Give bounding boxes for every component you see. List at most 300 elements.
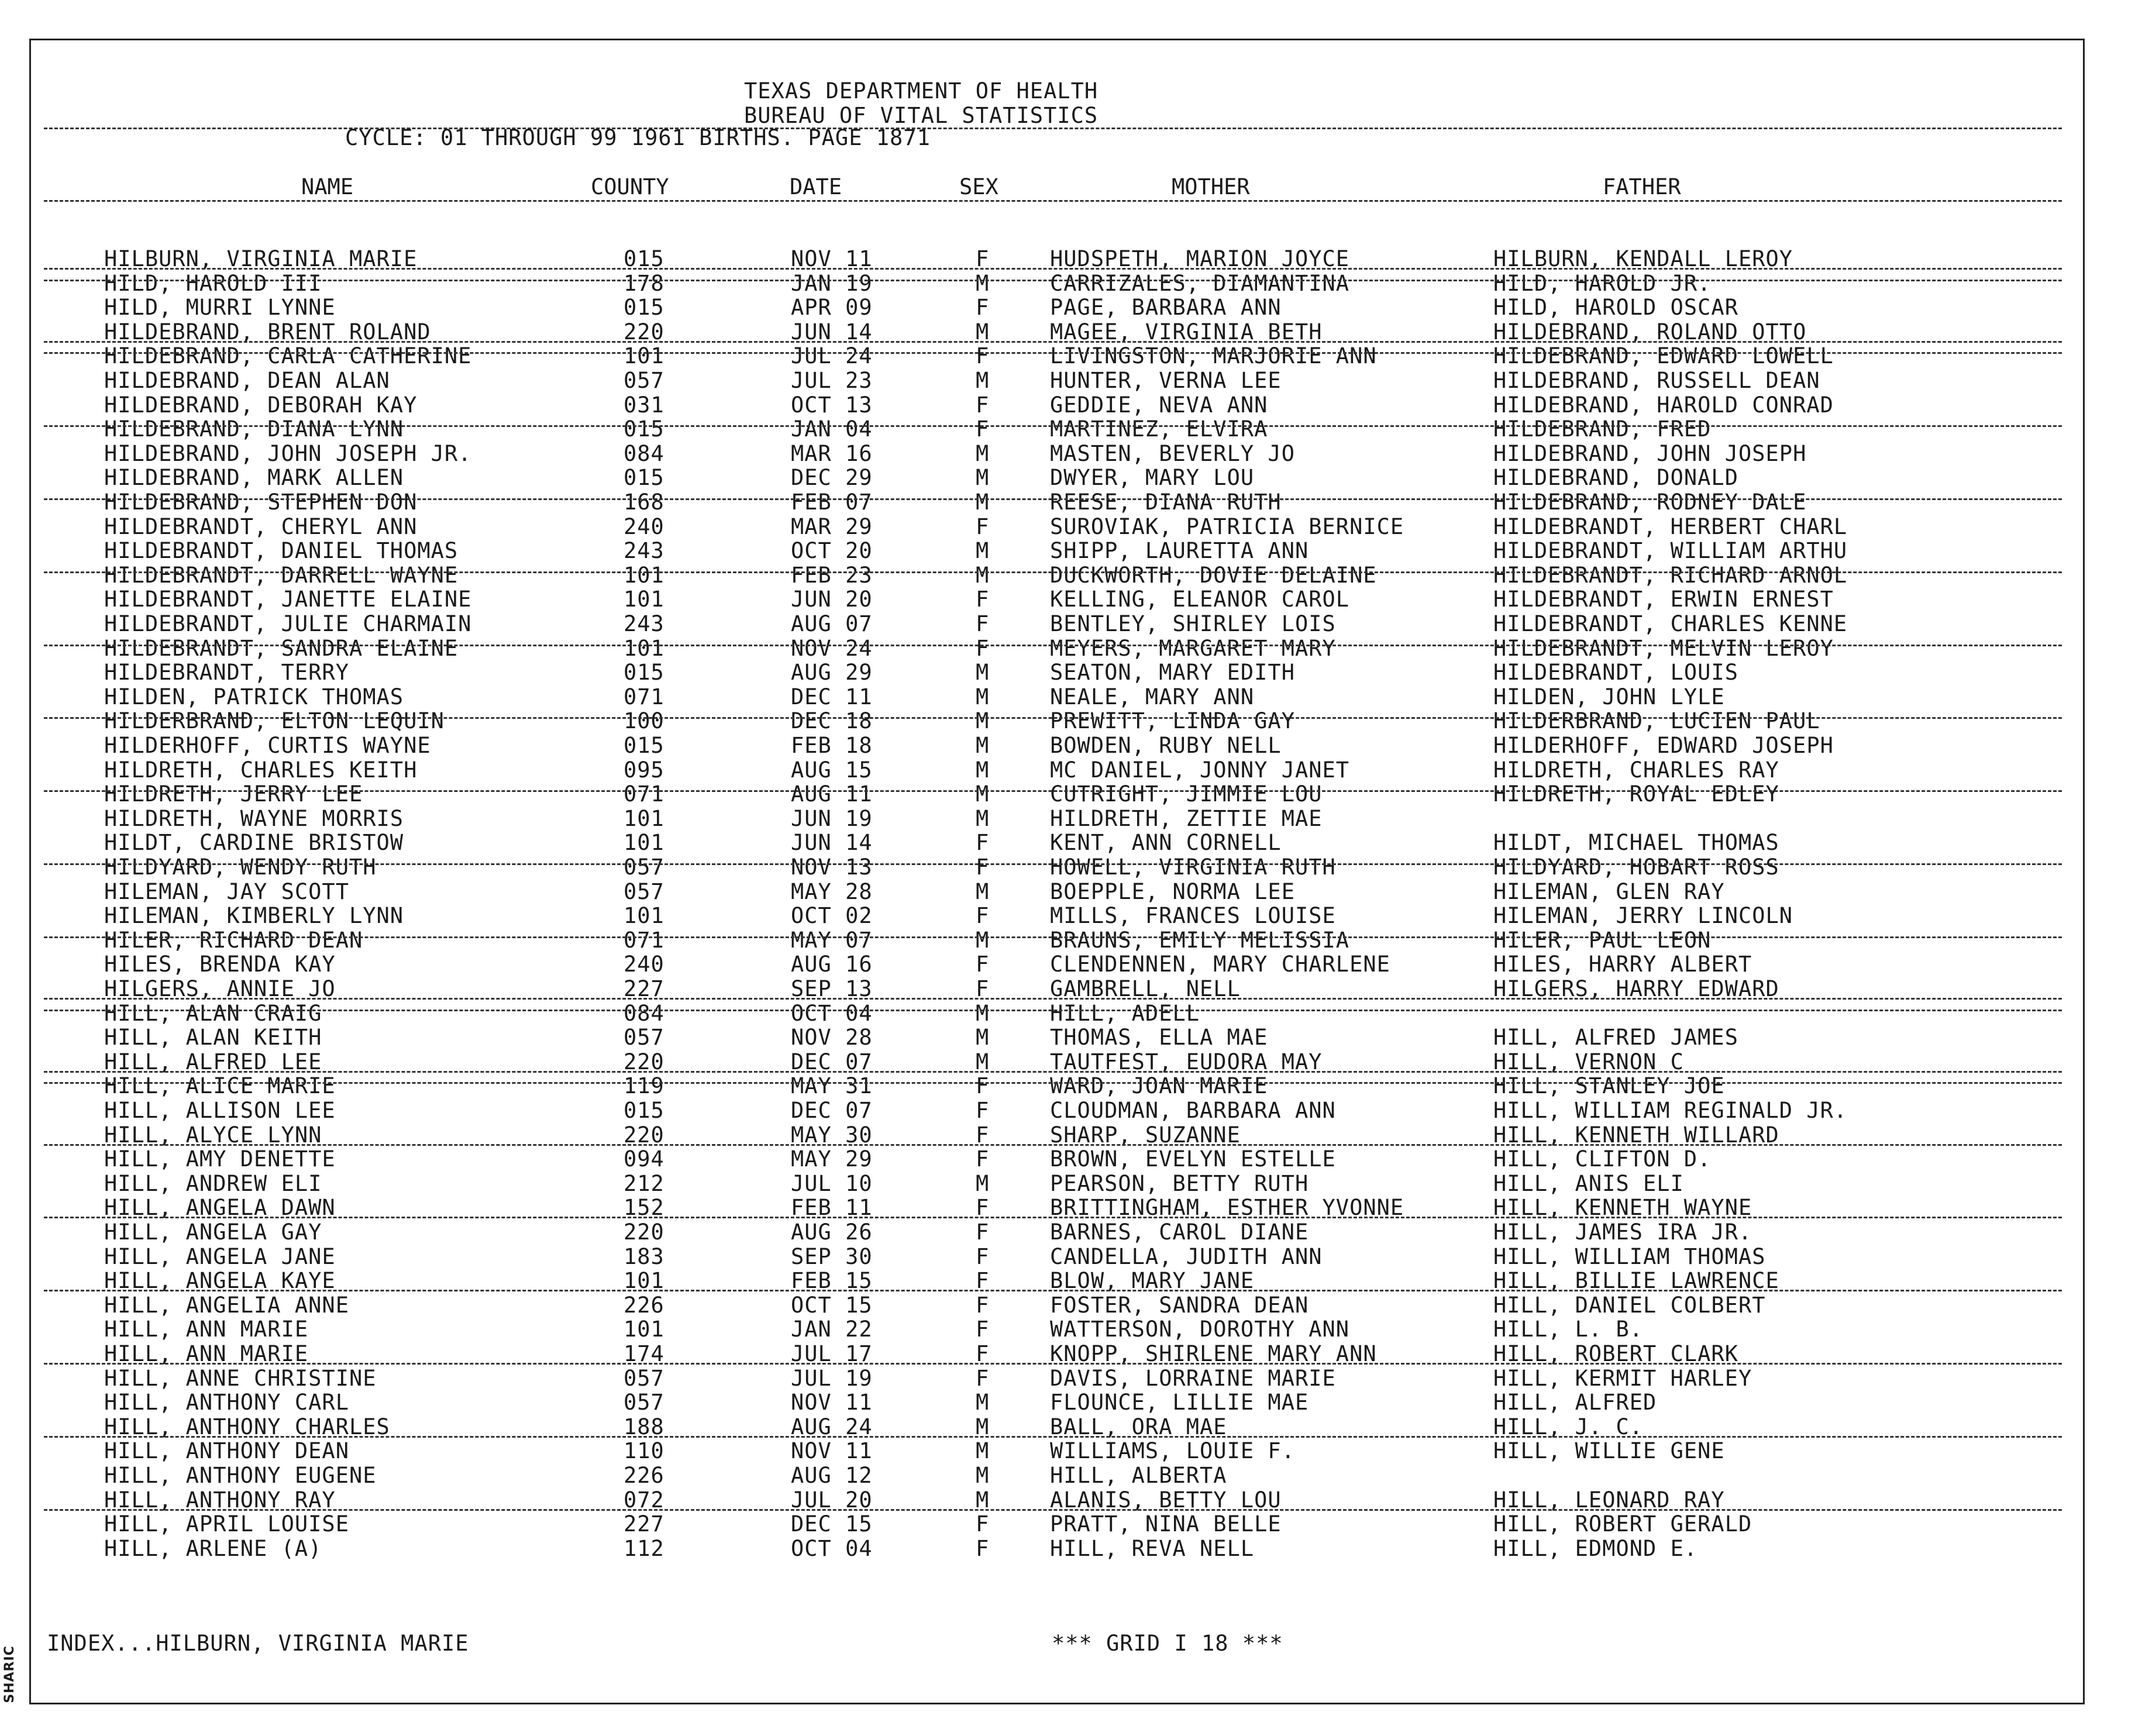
column-header-mother: MOTHER	[1172, 174, 1250, 199]
record-name: HILDEBRANDT, JANETTE ELAINE	[104, 587, 472, 612]
record-county: 015	[624, 465, 664, 491]
record-name: HILEMAN, JAY SCOTT	[104, 879, 349, 904]
record-name: HILDRETH, CHARLES KEITH	[104, 757, 418, 783]
record-county: 240	[624, 514, 664, 539]
record-row	[0, 490, 2135, 515]
record-sex: F	[976, 416, 990, 442]
record-county: 101	[624, 805, 664, 831]
record-mother: HILL, ALBERTA	[1050, 1463, 1227, 1488]
record-date: OCT 15	[791, 1292, 873, 1318]
record-date: AUG 26	[791, 1220, 873, 1245]
header-line-2: BUREAU OF VITAL STATISTICS	[744, 103, 1099, 128]
record-father: HILDEBRANDT, CHARLES KENNE	[1493, 611, 1848, 636]
record-row	[0, 807, 2135, 831]
record-row	[0, 247, 2135, 271]
record-county: 240	[624, 952, 664, 977]
record-county: 101	[624, 1317, 664, 1342]
record-mother: MEYERS, MARGARET MARY	[1050, 635, 1336, 661]
record-county: 183	[624, 1244, 664, 1269]
record-row	[0, 1415, 2135, 1439]
record-mother: SEATON, MARY EDITH	[1050, 660, 1295, 686]
record-mother: BALL, ORA MAE	[1050, 1414, 1227, 1439]
record-date: APR 09	[791, 295, 873, 321]
record-name: HILL, ALYCE LYNN	[104, 1122, 322, 1148]
record-date: OCT 13	[791, 392, 873, 418]
record-row	[0, 660, 2135, 685]
record-date: NOV 24	[791, 635, 873, 661]
record-date: MAR 16	[791, 440, 873, 466]
record-name: HILDEBRAND, DIANA LYNN	[104, 416, 404, 442]
record-county: 100	[624, 708, 664, 734]
record-county: 227	[624, 1511, 664, 1537]
record-name: HILL, ANDREW ELI	[104, 1170, 322, 1196]
record-mother: BOEPPLE, NORMA LEE	[1050, 879, 1295, 904]
record-mother: PAGE, BARBARA ANN	[1050, 295, 1282, 321]
record-mother: GEDDIE, NEVA ANN	[1050, 392, 1268, 418]
record-county: 057	[624, 1390, 664, 1415]
record-county: 226	[624, 1463, 664, 1488]
record-row	[0, 952, 2135, 977]
record-father: HILL, STANLEY JOE	[1493, 1073, 1725, 1099]
record-county: 243	[624, 611, 664, 636]
record-sex: F	[976, 1365, 990, 1391]
record-row	[0, 587, 2135, 612]
record-row	[0, 855, 2135, 880]
record-row	[0, 1293, 2135, 1318]
record-county: 084	[624, 440, 664, 466]
record-name: HILD, HAROLD III	[104, 270, 322, 296]
record-row	[0, 1245, 2135, 1269]
record-sex: M	[976, 879, 990, 904]
record-name: HILDEBRANDT, DARRELL WAYNE	[104, 562, 459, 588]
record-father: HILDEN, JOHN LYLE	[1493, 684, 1725, 709]
record-sex: F	[976, 952, 990, 977]
record-mother: THOMAS, ELLA MAE	[1050, 1025, 1268, 1050]
record-date: AUG 29	[791, 660, 873, 686]
record-date: JUL 23	[791, 368, 873, 393]
record-date: JAN 19	[791, 270, 873, 296]
record-name: HILL, ANNE CHRISTINE	[104, 1365, 377, 1391]
record-mother: CUTRIGHT, JIMMIE LOU	[1050, 781, 1323, 807]
record-father: HILL, WILLIAM REGINALD JR.	[1493, 1098, 1848, 1123]
record-name: HILL, AMY DENETTE	[104, 1146, 336, 1172]
record-sex: M	[976, 319, 990, 345]
record-mother: CANDELLA, JUDITH ANN	[1050, 1244, 1323, 1269]
record-county: 015	[624, 295, 664, 321]
record-sex: F	[976, 514, 990, 539]
record-county: 101	[624, 903, 664, 929]
record-sex: M	[976, 1414, 990, 1439]
record-name: HILER, RICHARD DEAN	[104, 927, 363, 953]
record-county: 220	[624, 1049, 664, 1074]
record-row	[0, 782, 2135, 807]
record-county: 101	[624, 635, 664, 661]
record-mother: KENT, ANN CORNELL	[1050, 830, 1282, 856]
record-father: HILL, LEONARD RAY	[1493, 1487, 1725, 1513]
record-father: HILEMAN, JERRY LINCOLN	[1493, 903, 1793, 929]
record-sex: M	[976, 757, 990, 783]
record-row	[0, 1050, 2135, 1074]
record-sex: M	[976, 927, 990, 953]
record-row	[0, 563, 2135, 588]
record-father: HILL, WILLIAM THOMAS	[1493, 1244, 1766, 1269]
record-county: 057	[624, 879, 664, 904]
column-header-name: NAME	[301, 174, 354, 199]
record-date: JUL 20	[791, 1487, 873, 1513]
record-name: HILL, ALICE MARIE	[104, 1073, 336, 1099]
record-mother: MASTEN, BEVERLY JO	[1050, 440, 1295, 466]
record-row	[0, 733, 2135, 758]
record-date: AUG 16	[791, 952, 873, 977]
index-footer: INDEX...HILBURN, VIRGINIA MARIE	[47, 1631, 469, 1656]
record-date: JUL 10	[791, 1170, 873, 1196]
record-father: HILL, BILLIE LAWRENCE	[1493, 1268, 1779, 1294]
record-date: OCT 20	[791, 538, 873, 564]
record-row	[0, 709, 2135, 733]
record-county: 110	[624, 1438, 664, 1464]
record-father: HILES, HARRY ALBERT	[1493, 952, 1752, 977]
record-county: 015	[624, 733, 664, 758]
record-sex: M	[976, 781, 990, 807]
record-sex: F	[976, 1511, 990, 1537]
record-row	[0, 1463, 2135, 1488]
record-mother: BARNES, CAROL DIANE	[1050, 1220, 1309, 1245]
record-sex: M	[976, 490, 990, 515]
record-mother: BOWDEN, RUBY NELL	[1050, 733, 1282, 758]
record-mother: DUCKWORTH, DOVIE DELAINE	[1050, 562, 1377, 588]
record-name: HILDT, CARDINE BRISTOW	[104, 830, 404, 856]
record-mother: HILL, REVA NELL	[1050, 1535, 1255, 1561]
record-date: DEC 18	[791, 708, 873, 734]
column-header-divider	[44, 200, 2062, 202]
record-father: HILDEBRAND, FRED	[1493, 416, 1712, 442]
record-row	[0, 368, 2135, 393]
record-county: 226	[624, 1292, 664, 1318]
record-name: HILDRETH, WAYNE MORRIS	[104, 805, 404, 831]
record-row	[0, 831, 2135, 855]
record-date: MAY 31	[791, 1073, 873, 1099]
record-mother: MILLS, FRANCES LOUISE	[1050, 903, 1336, 929]
record-county: 057	[624, 368, 664, 393]
record-sex: F	[976, 1073, 990, 1099]
record-date: MAY 28	[791, 879, 873, 904]
record-mother: HUDSPETH, MARION JOYCE	[1050, 246, 1350, 271]
record-sex: F	[976, 1268, 990, 1294]
record-county: 072	[624, 1487, 664, 1513]
record-name: HILDEBRANDT, DANIEL THOMAS	[104, 538, 459, 564]
record-date: JAN 22	[791, 1317, 873, 1342]
record-date: AUG 11	[791, 781, 873, 807]
record-date: AUG 24	[791, 1414, 873, 1439]
column-header-county: COUNTY	[591, 174, 669, 199]
record-county: 112	[624, 1535, 664, 1561]
record-date: NOV 28	[791, 1025, 873, 1050]
record-county: 071	[624, 684, 664, 709]
record-county: 015	[624, 416, 664, 442]
record-row	[0, 539, 2135, 563]
record-father: HILDEBRANDT, MELVIN LEROY	[1493, 635, 1834, 661]
record-row	[0, 1488, 2135, 1513]
record-mother: PRATT, NINA BELLE	[1050, 1511, 1282, 1537]
record-father: HILDEBRANDT, RICHARD ARNOL	[1493, 562, 1848, 588]
record-sex: M	[976, 805, 990, 831]
record-row	[0, 1342, 2135, 1366]
record-mother: HILL, ADELL	[1050, 1000, 1200, 1026]
record-row	[0, 904, 2135, 928]
record-name: HILDEBRAND, JOHN JOSEPH JR.	[104, 440, 472, 466]
record-row	[0, 344, 2135, 368]
record-row	[0, 1439, 2135, 1463]
record-name: HILL, ANGELA JANE	[104, 1244, 336, 1269]
record-date: AUG 12	[791, 1463, 873, 1488]
record-father: HILL, EDMOND E.	[1493, 1535, 1698, 1561]
record-father: HILDERHOFF, EDWARD JOSEPH	[1493, 733, 1834, 758]
record-name: HILES, BRENDA KAY	[104, 952, 336, 977]
record-date: FEB 11	[791, 1195, 873, 1221]
record-row	[0, 1317, 2135, 1342]
record-father: HILL, ANIS ELI	[1493, 1170, 1684, 1196]
record-row	[0, 271, 2135, 296]
record-name: HILDEBRANDT, CHERYL ANN	[104, 514, 418, 539]
record-date: JUN 14	[791, 830, 873, 856]
record-row	[0, 1220, 2135, 1245]
record-county: 220	[624, 1220, 664, 1245]
record-name: HILL, ANTHONY DEAN	[104, 1438, 349, 1464]
record-sex: F	[976, 1535, 990, 1561]
record-sex: M	[976, 684, 990, 709]
record-father: HILL, ALFRED JAMES	[1493, 1025, 1738, 1050]
record-name: HILDEBRANDT, JULIE CHARMAIN	[104, 611, 472, 636]
record-name: HILDRETH, JERRY LEE	[104, 781, 363, 807]
record-sex: M	[976, 1438, 990, 1464]
record-sex: M	[976, 368, 990, 393]
record-father: HILL, DANIEL COLBERT	[1493, 1292, 1766, 1318]
record-mother: REESE, DIANA RUTH	[1050, 490, 1282, 515]
record-sex: F	[976, 1220, 990, 1245]
record-name: HILDEBRAND, DEAN ALAN	[104, 368, 390, 393]
record-sex: F	[976, 1292, 990, 1318]
record-sex: F	[976, 976, 990, 1001]
record-mother: CARRIZALES, DIAMANTINA	[1050, 270, 1350, 296]
column-header-sex: SEX	[959, 174, 998, 199]
record-sex: M	[976, 538, 990, 564]
record-sex: F	[976, 1195, 990, 1221]
record-sex: F	[976, 855, 990, 880]
record-mother: LIVINGSTON, MARJORIE ANN	[1050, 343, 1377, 369]
record-row	[0, 636, 2135, 661]
record-mother: DWYER, MARY LOU	[1050, 465, 1255, 491]
record-row	[0, 685, 2135, 709]
record-name: HILD, MURRI LYNNE	[104, 295, 336, 321]
record-county: 243	[624, 538, 664, 564]
record-name: HILL, ALAN KEITH	[104, 1025, 322, 1050]
record-mother: DAVIS, LORRAINE MARIE	[1050, 1365, 1336, 1391]
record-sex: F	[976, 343, 990, 369]
record-name: HILL, ANTHONY CARL	[104, 1390, 349, 1415]
record-date: NOV 11	[791, 1438, 873, 1464]
record-sex: F	[976, 1244, 990, 1269]
record-row	[0, 466, 2135, 490]
record-name: HILL, ANGELA KAYE	[104, 1268, 336, 1294]
record-date: DEC 15	[791, 1511, 873, 1537]
record-father: HILL, JAMES IRA JR.	[1493, 1220, 1752, 1245]
record-name: HILDEBRAND, BRENT ROLAND	[104, 319, 431, 345]
record-sex: M	[976, 733, 990, 758]
record-sex: M	[976, 1463, 990, 1488]
record-father: HILDEBRAND, RUSSELL DEAN	[1493, 368, 1820, 393]
record-mother: MAGEE, VIRGINIA BETH	[1050, 319, 1323, 345]
record-county: 015	[624, 660, 664, 686]
record-mother: WARD, JOAN MARIE	[1050, 1073, 1268, 1099]
record-sex: M	[976, 660, 990, 686]
record-county: 094	[624, 1146, 664, 1172]
record-row	[0, 393, 2135, 418]
record-county: 212	[624, 1170, 664, 1196]
record-county: 057	[624, 1365, 664, 1391]
record-father: HILEMAN, GLEN RAY	[1493, 879, 1725, 904]
record-row	[0, 320, 2135, 345]
record-mother: MARTINEZ, ELVIRA	[1050, 416, 1268, 442]
column-header-date: DATE	[790, 174, 842, 199]
record-county: 188	[624, 1414, 664, 1439]
record-sex: F	[976, 611, 990, 636]
column-header-father: FATHER	[1603, 174, 1681, 199]
record-date: SEP 13	[791, 976, 873, 1001]
record-father: HILDT, MICHAEL THOMAS	[1493, 830, 1779, 856]
record-county: 220	[624, 1122, 664, 1148]
record-date: NOV 13	[791, 855, 873, 880]
record-sex: M	[976, 1487, 990, 1513]
record-father: HILL, L. B.	[1493, 1317, 1644, 1342]
record-mother: BLOW, MARY JANE	[1050, 1268, 1255, 1294]
record-sex: F	[976, 295, 990, 321]
record-sex: F	[976, 587, 990, 612]
record-name: HILL, ARLENE (A)	[104, 1535, 322, 1561]
record-mother: BENTLEY, SHIRLEY LOIS	[1050, 611, 1336, 636]
record-county: 101	[624, 587, 664, 612]
record-county: 101	[624, 830, 664, 856]
record-sex: M	[976, 708, 990, 734]
record-father: HILDEBRANDT, ERWIN ERNEST	[1493, 587, 1834, 612]
record-father: HILD, HAROLD JR.	[1493, 270, 1712, 296]
record-sex: M	[976, 1025, 990, 1050]
record-name: HILGERS, ANNIE JO	[104, 976, 336, 1001]
record-father: HILDEBRAND, EDWARD LOWELL	[1493, 343, 1834, 369]
record-row	[0, 1123, 2135, 1148]
record-name: HILL, ANTHONY CHARLES	[104, 1414, 390, 1439]
record-father: HILL, CLIFTON D.	[1493, 1146, 1712, 1172]
record-date: JUN 14	[791, 319, 873, 345]
record-sex: M	[976, 1390, 990, 1415]
record-mother: SUROVIAK, PATRICIA BERNICE	[1050, 514, 1404, 539]
record-date: AUG 15	[791, 757, 873, 783]
record-sex: F	[976, 392, 990, 418]
record-date: SEP 30	[791, 1244, 873, 1269]
record-name: HILDEBRAND, CARLA CATHERINE	[104, 343, 472, 369]
record-row	[0, 1196, 2135, 1220]
record-row	[0, 758, 2135, 783]
grid-footer: *** GRID I 18 ***	[1052, 1631, 1283, 1656]
record-row	[0, 1147, 2135, 1172]
record-county: 057	[624, 1025, 664, 1050]
record-sex: M	[976, 270, 990, 296]
record-name: HILL, ANGELIA ANNE	[104, 1292, 349, 1318]
record-father: HILDEBRANDT, LOUIS	[1493, 660, 1738, 686]
record-date: JUL 19	[791, 1365, 873, 1391]
record-row	[0, 1269, 2135, 1293]
record-county: 015	[624, 246, 664, 271]
record-sex: F	[976, 635, 990, 661]
record-row	[0, 977, 2135, 1001]
header-line-1: TEXAS DEPARTMENT OF HEALTH	[744, 78, 1099, 104]
record-mother: HUNTER, VERNA LEE	[1050, 368, 1282, 393]
record-county: 220	[624, 319, 664, 345]
record-father: HILDEBRAND, HAROLD CONRAD	[1493, 392, 1834, 418]
record-county: 101	[624, 1268, 664, 1294]
record-row	[0, 612, 2135, 636]
record-date: OCT 04	[791, 1000, 873, 1026]
record-mother: MC DANIEL, JONNY JANET	[1050, 757, 1350, 783]
record-date: MAY 29	[791, 1146, 873, 1172]
record-father: HILL, KERMIT HARLEY	[1493, 1365, 1752, 1391]
record-name: HILL, ALLISON LEE	[104, 1098, 336, 1123]
record-sex: M	[976, 440, 990, 466]
record-name: HILL, ALAN CRAIG	[104, 1000, 322, 1026]
record-father: HILDEBRANDT, WILLIAM ARTHU	[1493, 538, 1848, 564]
record-father: HILL, J. C.	[1493, 1414, 1644, 1439]
record-mother: TAUTFEST, EUDORA MAY	[1050, 1049, 1323, 1074]
record-date: DEC 07	[791, 1049, 873, 1074]
record-row	[0, 880, 2135, 904]
record-date: MAY 30	[791, 1122, 873, 1148]
record-date: JUL 17	[791, 1341, 873, 1366]
record-name: HILL, ANN MARIE	[104, 1317, 309, 1342]
record-sex: M	[976, 1000, 990, 1026]
record-row	[0, 1512, 2135, 1537]
record-date: OCT 02	[791, 903, 873, 929]
record-name: HILDEBRAND, MARK ALLEN	[104, 465, 404, 491]
record-county: 174	[624, 1341, 664, 1366]
record-mother: BROWN, EVELYN ESTELLE	[1050, 1146, 1336, 1172]
record-father: HILGERS, HARRY EDWARD	[1493, 976, 1779, 1001]
record-name: HILDEBRAND, DEBORAH KAY	[104, 392, 418, 418]
record-sex: F	[976, 1098, 990, 1123]
record-mother: HILDRETH, ZETTIE MAE	[1050, 805, 1323, 831]
record-mother: SHIPP, LAURETTA ANN	[1050, 538, 1309, 564]
record-father: HILDRETH, ROYAL EDLEY	[1493, 781, 1779, 807]
record-name: HILBURN, VIRGINIA MARIE	[104, 246, 418, 271]
record-county: 071	[624, 781, 664, 807]
record-date: DEC 29	[791, 465, 873, 491]
record-mother: GAMBRELL, NELL	[1050, 976, 1241, 1001]
record-date: OCT 04	[791, 1535, 873, 1561]
record-county: 084	[624, 1000, 664, 1026]
record-mother: WILLIAMS, LOUIE F.	[1050, 1438, 1295, 1464]
record-father: HILL, VERNON C	[1493, 1049, 1684, 1074]
record-name: HILDEN, PATRICK THOMAS	[104, 684, 404, 709]
record-date: NOV 11	[791, 1390, 873, 1415]
record-sex: F	[976, 246, 990, 271]
record-date: FEB 07	[791, 490, 873, 515]
record-mother: WATTERSON, DOROTHY ANN	[1050, 1317, 1350, 1342]
record-sex: F	[976, 830, 990, 856]
record-name: HILL, ANTHONY RAY	[104, 1487, 336, 1513]
record-name: HILDEBRAND, STEPHEN DON	[104, 490, 418, 515]
record-county: 071	[624, 927, 664, 953]
record-name: HILL, ANGELA DAWN	[104, 1195, 336, 1221]
record-county: 015	[624, 1098, 664, 1123]
record-sex: M	[976, 1049, 990, 1074]
